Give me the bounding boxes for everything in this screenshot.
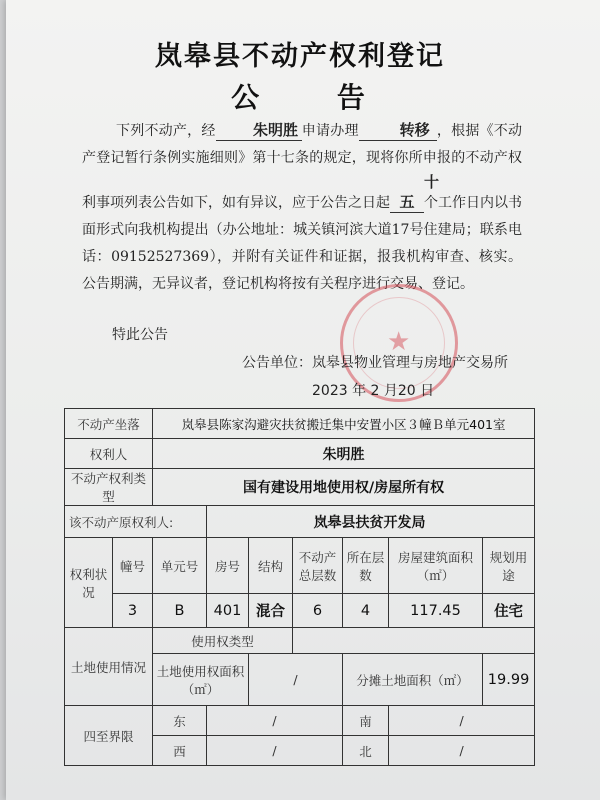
rights-status-label: 权利状况 [65, 538, 113, 628]
special-notice: 特此公告 [112, 327, 168, 343]
land-usage-label: 土地使用情况 [65, 628, 153, 706]
east-label: 东 [153, 706, 207, 736]
value-structure: 混合 [249, 594, 293, 628]
location-label: 不动产坐落 [65, 409, 153, 439]
owner-value: 朱明胜 [153, 439, 535, 469]
header-total-floors: 不动产总层数 [293, 538, 343, 594]
east-value: / [207, 706, 343, 736]
table-row [65, 439, 535, 469]
table-row [65, 538, 535, 594]
value-usage: 住宅 [483, 594, 535, 628]
table-row [65, 706, 535, 736]
land-area-value: / [249, 654, 343, 706]
table-row [65, 594, 535, 628]
document-title: 岚皋县不动产权利登记 [155, 41, 445, 72]
owner-label: 权利人 [65, 439, 153, 469]
value-floor: 4 [343, 594, 389, 628]
table-row [65, 409, 535, 439]
value-building: 3 [113, 594, 153, 628]
announcement-paragraph [82, 118, 522, 298]
objection-days: 十五 [390, 172, 424, 213]
west-label: 西 [153, 736, 207, 766]
header-room: 房号 [207, 538, 249, 594]
value-unit: B [153, 594, 207, 628]
announcement-seg1: 下列不动产，经 [116, 123, 216, 139]
original-owner-value: 岚皋县扶贫开发局 [207, 506, 535, 538]
west-value: / [207, 736, 343, 766]
location-value: 岚皋县陈家沟避灾扶贫搬迁集中安置小区３幢Ｂ单元401室 [153, 409, 535, 439]
land-area-label: 土地使用权面积（㎡） [153, 654, 249, 706]
land-right-type-label: 使用权类型 [153, 628, 293, 654]
announcement-seg3: ，根据《不动产登记暂行条例实施细则》第十七条的规定，现将你所申报的不动产权利事项列表公告如下，如有异议，应于公告之日起 [82, 123, 523, 211]
north-value: / [389, 736, 535, 766]
header-building: 幢号 [113, 538, 153, 594]
shared-area-label: 分摊土地面积（㎡） [343, 654, 483, 706]
header-floor: 所在层数 [343, 538, 389, 594]
table-row [65, 469, 535, 506]
south-value: / [389, 706, 535, 736]
issuing-unit: 公告单位：岚皋县物业管理与房地产交易所 [242, 355, 508, 371]
south-label: 南 [343, 706, 389, 736]
announcement-seg4: 个工作日内以书面形式向我机构提出（办公地址：城关镇河滨大道17号住建局；联系电话：09152527369），并附有关证件和证据，报我机构审查、核实。公告期满，无异议者，登记机构将按有关程序进行交易、登记。 [82, 195, 522, 292]
land-right-type-value [293, 628, 535, 654]
property-rights-table [64, 408, 535, 766]
applicant-name: 朱明胜 [216, 120, 302, 141]
registration-action: 转移 [359, 120, 437, 141]
boundary-label: 四至界限 [65, 706, 153, 766]
table-row [65, 506, 535, 538]
announcement-date: 2023 年 2 月20 日 [312, 383, 435, 399]
header-structure: 结构 [249, 538, 293, 594]
original-owner-label: 该不动产原权利人: [65, 506, 207, 538]
value-area: 117.45 [389, 594, 483, 628]
right-type-label: 不动产权利类型 [65, 469, 153, 506]
seal-star-icon: ★ [387, 327, 411, 357]
right-type-value: 国有建设用地使用权/房屋所有权 [153, 469, 535, 506]
header-area: 房屋建筑面积（㎡） [389, 538, 483, 594]
shared-area-value: 19.99 [483, 654, 535, 706]
value-total-floors: 6 [293, 594, 343, 628]
value-room: 401 [207, 594, 249, 628]
header-unit: 单元号 [153, 538, 207, 594]
table-row [65, 628, 535, 654]
announcement-seg2: 申请办理 [301, 123, 359, 139]
north-label: 北 [343, 736, 389, 766]
header-usage: 规划用途 [483, 538, 535, 594]
document-subtitle: 公 告 [231, 81, 399, 114]
